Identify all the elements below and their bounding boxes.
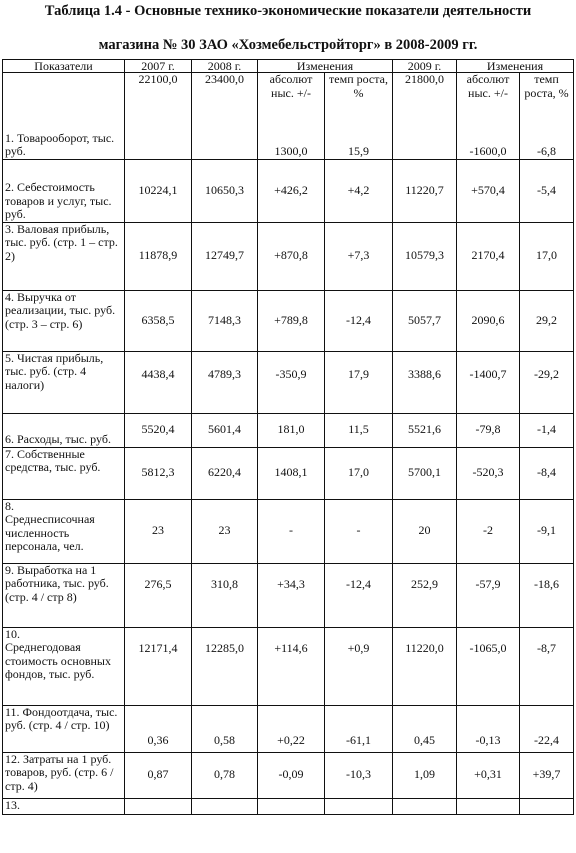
row-label: 6. Расходы, тыс. руб.: [3, 413, 125, 447]
cell-2009: 5700,1: [393, 447, 457, 499]
cell-rate-2008: [325, 73, 393, 160]
cell-2007: 0,36: [125, 705, 192, 752]
indicators-table: [2, 59, 574, 815]
table-title-line-1: Таблица 1.4 - Основные технико-экономические показатели деятельности: [44, 3, 532, 19]
header-2009: 2009 г.: [393, 60, 457, 73]
cell-abs-change-2009: -520,3: [457, 447, 520, 499]
cell-rate-change-2009: -8,7: [520, 627, 574, 705]
table-row: [3, 627, 574, 705]
table-row: [3, 159, 574, 222]
table-title-line-2: магазина № 30 ЗАО «Хозмебельстройторг» в 2008-2009 гг.: [98, 37, 478, 53]
value-abs-2009: -1600,0: [469, 144, 507, 158]
table-row: [3, 447, 574, 499]
cell-2007: [125, 798, 192, 814]
cell-2009: 1,09: [393, 752, 457, 798]
cell-abs-change-2009: -0,13: [457, 705, 520, 752]
cell-abs-change-2008: +789,8: [258, 290, 325, 351]
header-abs-2009: абсолют ныс. +/-: [466, 72, 510, 100]
row-label: 3. Валовая прибыль, тыс. руб. (стр. 1 – стр. 2): [3, 222, 125, 290]
cell-abs-change-2008: -: [258, 499, 325, 563]
cell-2007: 11878,9: [125, 222, 192, 290]
row-label: [3, 351, 125, 413]
value-rate-2008: 15,9: [348, 144, 369, 158]
cell-2009: 11220,0: [393, 627, 457, 705]
cell-abs-change-2008: +114,6: [258, 627, 325, 705]
header-rate-2008: темп роста, %: [329, 72, 388, 100]
cell-2008: 12285,0: [192, 627, 258, 705]
cell-2009: 11220,7: [393, 159, 457, 222]
cell-rate-change-2009: [520, 798, 574, 814]
cell-2007: 22100,0: [125, 73, 192, 160]
cell-rate-2008: +7,3: [325, 222, 393, 290]
cell-abs-change-2009: -2: [457, 499, 520, 563]
row-label-number: 8.: [5, 499, 14, 513]
cell-abs-change-2008: [258, 73, 325, 160]
cell-rate-2008: [325, 798, 393, 814]
cell-abs-change-2008: 181,0: [258, 413, 325, 447]
header-changes-2008: Изменения: [258, 60, 393, 73]
cell-rate-change-2009: -22,4: [520, 705, 574, 752]
cell-2007: 5520,4: [125, 413, 192, 447]
cell-rate-change-2009: 17,0: [520, 222, 574, 290]
row-label: 11. Фондоотдача, тыс. руб. (стр. 4 / стр. 10): [3, 705, 125, 752]
cell-abs-change-2008: +34,3: [258, 563, 325, 627]
cell-2008: 12749,7: [192, 222, 258, 290]
cell-2009: 252,9: [393, 563, 457, 627]
cell-abs-change-2009: [457, 73, 520, 160]
cell-2007: 5812,3: [125, 447, 192, 499]
table-row: [3, 222, 574, 290]
cell-2008: 10650,3: [192, 159, 258, 222]
table-row: [3, 73, 574, 160]
cell-rate-change-2009: -8,4: [520, 447, 574, 499]
cell-rate-2008: 17,9: [325, 351, 393, 413]
cell-2007: 276,5: [125, 563, 192, 627]
cell-abs-change-2009: -1400,7: [457, 351, 520, 413]
cell-2008: 6220,4: [192, 447, 258, 499]
cell-2007: 4438,4: [125, 351, 192, 413]
row-label: 1. Товарооборот, тыс. руб.: [3, 73, 125, 160]
cell-2007: 10224,1: [125, 159, 192, 222]
cell-2008: 7148,3: [192, 290, 258, 351]
cell-abs-change-2008: +870,8: [258, 222, 325, 290]
row-label-text: Среднегодовая стоимость основных фондов, тыс. руб.: [5, 640, 111, 681]
table-row: [3, 499, 574, 563]
cell-abs-change-2008: -0,09: [258, 752, 325, 798]
row-label: 4. Выручка от реализации, тыс. руб. (стр. 3 – стр. 6): [3, 290, 125, 351]
cell-rate-change-2009: +39,7: [520, 752, 574, 798]
header-row-top: [3, 60, 574, 73]
cell-abs-change-2008: [258, 798, 325, 814]
cell-2009: 20: [393, 499, 457, 563]
cell-rate-change-2009: -1,4: [520, 413, 574, 447]
cell-abs-change-2009: -79,8: [457, 413, 520, 447]
cell-abs-change-2008: +0,22: [258, 705, 325, 752]
cell-rate-change-2009: -5,4: [520, 159, 574, 222]
header-rate-2009: темп роста, %: [524, 72, 569, 100]
table-row: [3, 798, 574, 814]
cell-2008: 310,8: [192, 563, 258, 627]
cell-2009: 0,45: [393, 705, 457, 752]
header-indicators: Показатели: [3, 60, 125, 73]
cell-2009: 21800,0: [393, 73, 457, 160]
table-row: [3, 705, 574, 752]
cell-2009: 5057,7: [393, 290, 457, 351]
cell-2007: 0,87: [125, 752, 192, 798]
row-label-number: 10.: [5, 627, 20, 641]
row-label-text: 5. Чистая прибыль, тыс. руб. (стр. 4 налоги): [5, 351, 104, 392]
row-label-text: Среднесписочная численность персонала, чел.: [5, 512, 95, 553]
header-abs-2008: абсолют ныс. +/-: [269, 72, 313, 100]
cell-2008: 0,58: [192, 705, 258, 752]
cell-rate-change-2009: -9,1: [520, 499, 574, 563]
cell-abs-change-2009: -1065,0: [457, 627, 520, 705]
cell-rate-change-2009: [520, 73, 574, 160]
cell-abs-change-2009: -57,9: [457, 563, 520, 627]
header-2007: 2007 г.: [125, 60, 192, 73]
cell-rate-2008: +4,2: [325, 159, 393, 222]
cell-rate-2008: -: [325, 499, 393, 563]
row-label: 12. Затраты на 1 руб. товаров, руб. (стр. 6 / стр. 4): [3, 752, 125, 798]
row-label: 7. Собственные средства, тыс. руб.: [3, 447, 125, 499]
cell-2008: 0,78: [192, 752, 258, 798]
cell-2007: 23: [125, 499, 192, 563]
cell-2008: 5601,4: [192, 413, 258, 447]
table-row: [3, 752, 574, 798]
value-abs-2008: 1300,0: [274, 144, 308, 158]
cell-rate-2008: 17,0: [325, 447, 393, 499]
cell-2008: 23400,0: [192, 73, 258, 160]
cell-abs-change-2009: +0,31: [457, 752, 520, 798]
table-row: [3, 563, 574, 627]
cell-rate-2008: -61,1: [325, 705, 393, 752]
row-label: 13.: [3, 798, 125, 814]
cell-rate-2008: -10,3: [325, 752, 393, 798]
header-changes-2009: Изменения: [457, 60, 574, 73]
cell-2009: 3388,6: [393, 351, 457, 413]
table-row: [3, 290, 574, 351]
table-row: [3, 413, 574, 447]
cell-2009: 10579,3: [393, 222, 457, 290]
cell-abs-change-2009: 2090,6: [457, 290, 520, 351]
value-rate-2009: -6,8: [537, 144, 556, 158]
cell-abs-change-2008: 1408,1: [258, 447, 325, 499]
cell-2008: 23: [192, 499, 258, 563]
row-label: [3, 499, 125, 563]
cell-2009: [393, 798, 457, 814]
cell-2007: 12171,4: [125, 627, 192, 705]
header-2008: 2008 г.: [192, 60, 258, 73]
cell-rate-2008: 11,5: [325, 413, 393, 447]
cell-abs-change-2008: -350,9: [258, 351, 325, 413]
table-row: [3, 351, 574, 413]
row-label: 9. Выработка на 1 работника, тыс. руб. (стр. 4 / стр 8): [3, 563, 125, 627]
cell-2007: 6358,5: [125, 290, 192, 351]
cell-rate-change-2009: -18,6: [520, 563, 574, 627]
cell-abs-change-2009: 2170,4: [457, 222, 520, 290]
cell-abs-change-2009: [457, 798, 520, 814]
cell-abs-change-2009: +570,4: [457, 159, 520, 222]
cell-rate-change-2009: -29,2: [520, 351, 574, 413]
row-label: 2. Себестоимость товаров и услуг, тыс. руб.: [3, 159, 125, 222]
row-label: [3, 627, 125, 705]
cell-2008: 4789,3: [192, 351, 258, 413]
cell-2009: 5521,6: [393, 413, 457, 447]
cell-rate-2008: -12,4: [325, 290, 393, 351]
cell-abs-change-2008: +426,2: [258, 159, 325, 222]
cell-2008: [192, 798, 258, 814]
cell-rate-2008: -12,4: [325, 563, 393, 627]
cell-rate-change-2009: 29,2: [520, 290, 574, 351]
cell-rate-2008: +0,9: [325, 627, 393, 705]
